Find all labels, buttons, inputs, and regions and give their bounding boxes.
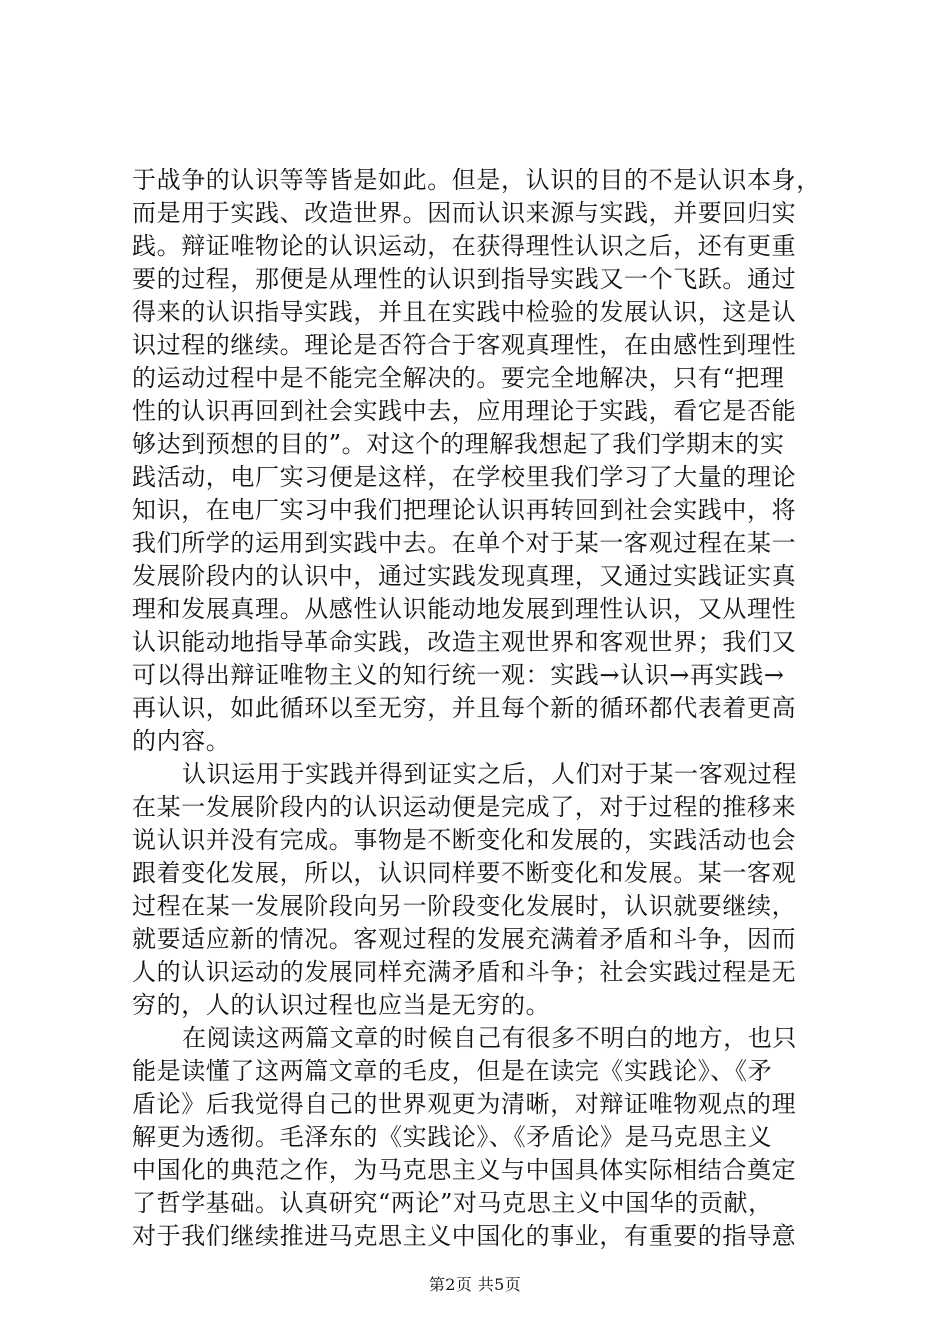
text-line: 就要适应新的情况。客观过程的发展充满着矛盾和斗争，因而 (132, 925, 797, 953)
text-line: 于战争的认识等等皆是如此。但是，认识的目的不是认识本身， (132, 166, 821, 194)
paragraph (132, 164, 832, 758)
page-footer: 第2页 共5页 (428, 1275, 522, 1294)
text-line: 认识运用于实践并得到证实之后，人们对于某一客观过程 (182, 760, 797, 788)
paragraph (132, 1022, 832, 1253)
text-line: 中国化的典范之作，为马克思主义与中国具体实际相结合奠定 (132, 1156, 797, 1184)
text-line: 知识，在电厂实习中我们把理论认识再转回到社会实践中，将 (132, 496, 797, 524)
text-line: 了哲学基础。认真研究“两论”对马克思主义中国华的贡献， (132, 1189, 773, 1217)
text-line: 人的认识运动的发展同样充满矛盾和斗争；社会实践过程是无 (132, 958, 797, 986)
text-line: 够达到预想的目的”。对这个的理解我想起了我们学期末的实 (132, 430, 785, 458)
text-line: 而是用于实践、改造世界。因而认识来源与实践，并要回归实 (132, 199, 797, 227)
text-line: 识过程的继续。理论是否符合于客观真理性，在由感性到理性 (132, 331, 797, 359)
text-line: 的运动过程中是不能完全解决的。要完全地解决，只有“把理 (132, 364, 785, 392)
text-line: 穷的，人的认识过程也应当是无穷的。 (132, 991, 551, 1019)
text-line: 在某一发展阶段内的认识运动便是完成了，对于过程的推移来 (132, 793, 797, 821)
text-line: 得来的认识指导实践，并且在实践中检验的发展认识，这是认 (132, 298, 797, 326)
text-line: 性的认识再回到社会实践中去，应用理论于实践，看它是否能 (132, 397, 797, 425)
text-line: 能是读懂了这两篇文章的毛皮，但是在读完《实践论》、《矛 (132, 1057, 773, 1085)
text-line: 跟着变化发展，所以，认识同样要不断变化和发展。某一客观 (132, 859, 797, 887)
text-line: 解更为透彻。毛泽东的《实践论》、《矛盾论》是马克思主义 (132, 1123, 773, 1151)
paragraph (132, 758, 832, 1022)
text-line: 对于我们继续推进马克思主义中国化的事业，有重要的指导意 (132, 1222, 797, 1250)
text-line: 说认识并没有完成。事物是不断变化和发展的，实践活动也会 (132, 826, 797, 854)
text-line: 践。辩证唯物论的认识运动，在获得理性认识之后，还有更重 (132, 232, 797, 260)
text-line: 可以得出辩证唯物主义的知行统一观：实践→认识→再实践→ (132, 661, 785, 689)
text-line: 的内容。 (132, 727, 231, 755)
document-body (132, 164, 832, 1253)
text-line: 盾论》后我觉得自己的世界观更为清晰，对辩证唯物观点的理 (132, 1090, 797, 1118)
text-line: 发展阶段内的认识中，通过实践发现真理，又通过实践证实真 (132, 562, 797, 590)
text-line: 要的过程，那便是从理性的认识到指导实践又一个飞跃。通过 (132, 265, 797, 293)
text-line: 践活动，电厂实习便是这样，在学校里我们学习了大量的理论 (132, 463, 797, 491)
text-line: 我们所学的运用到实践中去。在单个对于某一客观过程在某一 (132, 529, 797, 557)
text-line: 在阅读这两篇文章的时候自己有很多不明白的地方，也只 (182, 1024, 797, 1052)
text-line: 过程在某一发展阶段向另一阶段变化发展时，认识就要继续， (132, 892, 797, 920)
text-line: 再认识，如此循环以至无穷，并且每个新的循环都代表着更高 (132, 694, 797, 722)
text-line: 理和发展真理。从感性认识能动地发展到理性认识，又从理性 (132, 595, 797, 623)
text-line: 认识能动地指导革命实践，改造主观世界和客观世界；我们又 (132, 628, 797, 656)
